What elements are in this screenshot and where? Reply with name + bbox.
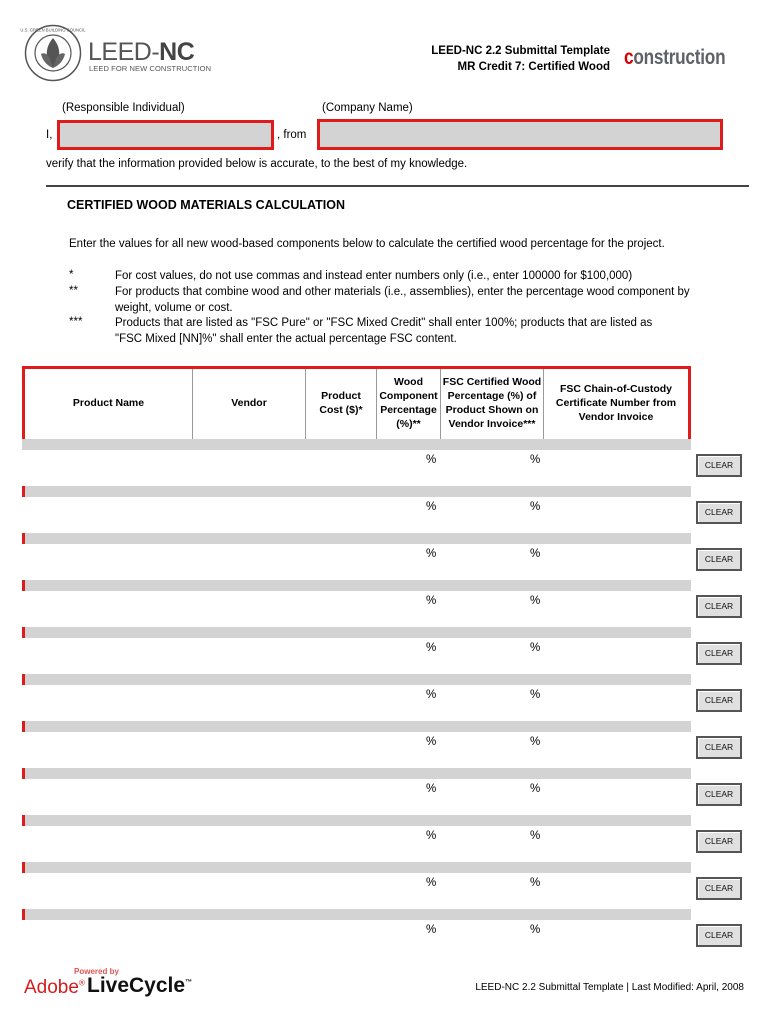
header-product-name: Product Name xyxy=(72,397,145,409)
clear-row-button[interactable]: CLEAR xyxy=(696,454,742,477)
wood-percent-sign: % xyxy=(426,501,437,513)
product-name-cell[interactable] xyxy=(25,826,192,862)
row-marker xyxy=(22,627,25,638)
note-text: Products that are listed as "FSC Pure" or "FSC Mixed Credit" shall enter 100%; products that are listed as "FSC Mixed [NN]%" shall enter the actual percentage FSC content. xyxy=(115,317,653,345)
fsc-percent-sign: % xyxy=(530,783,541,795)
company-name-field[interactable] xyxy=(317,119,723,150)
row-marker xyxy=(22,580,25,591)
row-marker xyxy=(22,486,25,497)
fsc-percentage-cell[interactable] xyxy=(441,544,543,580)
fsc-percent-sign: % xyxy=(530,877,541,889)
responsible-individual-field[interactable] xyxy=(57,120,274,150)
product-cost-cell[interactable] xyxy=(306,450,376,486)
template-title xyxy=(431,43,610,75)
template-title-line2: MR Credit 7: Certified Wood xyxy=(457,61,610,73)
note-mark: * xyxy=(69,269,74,281)
row-marker xyxy=(22,533,25,544)
row-separator-band xyxy=(22,909,691,920)
coc-certificate-cell[interactable] xyxy=(544,732,688,768)
wood-percent-sign: % xyxy=(426,736,437,748)
vendor-cell[interactable] xyxy=(193,873,305,909)
livecycle-logo: LiveCycle™ xyxy=(87,974,193,997)
row-marker xyxy=(22,862,25,873)
wood-percent-sign: % xyxy=(426,595,437,607)
clear-row-button[interactable]: CLEAR xyxy=(696,642,742,665)
row-separator-band xyxy=(22,862,691,873)
fsc-percent-sign: % xyxy=(530,642,541,654)
row-separator-band xyxy=(22,674,691,685)
row-marker xyxy=(22,721,25,732)
product-cost-cell[interactable] xyxy=(306,779,376,815)
wood-percent-sign: % xyxy=(426,548,437,560)
product-cost-cell[interactable] xyxy=(306,638,376,674)
header-product-cost xyxy=(306,369,376,437)
row-separator-band xyxy=(22,486,691,497)
vendor-cell[interactable] xyxy=(193,685,305,721)
category-first-letter: c xyxy=(624,46,634,69)
clear-row-button[interactable]: CLEAR xyxy=(696,924,742,947)
row-separator-band xyxy=(22,580,691,591)
coc-certificate-cell[interactable] xyxy=(544,685,688,721)
coc-certificate-cell[interactable] xyxy=(544,591,688,627)
vendor-cell[interactable] xyxy=(193,826,305,862)
fsc-percent-sign: % xyxy=(530,924,541,936)
category-rest: onstruction xyxy=(633,46,726,69)
note-mark: *** xyxy=(69,316,83,328)
fsc-percentage-cell[interactable] xyxy=(441,873,543,909)
logo-brand: LEED xyxy=(88,38,152,66)
coc-certificate-cell[interactable] xyxy=(544,873,688,909)
product-name-cell[interactable] xyxy=(25,873,192,909)
clear-row-button[interactable]: CLEAR xyxy=(696,501,742,524)
powered-by-label: Powered by xyxy=(74,967,119,976)
fsc-percent-sign: % xyxy=(530,548,541,560)
fsc-percentage-cell[interactable] xyxy=(441,685,543,721)
fsc-percentage-cell[interactable] xyxy=(441,732,543,768)
header-coc-line: FSC Chain-of-Custody xyxy=(560,383,672,395)
coc-certificate-cell[interactable] xyxy=(544,638,688,674)
product-name-cell[interactable] xyxy=(25,544,192,580)
row-separator-band xyxy=(22,768,691,779)
from-label: , from xyxy=(277,129,307,141)
product-name-cell[interactable] xyxy=(25,779,192,815)
clear-row-button[interactable]: CLEAR xyxy=(696,877,742,900)
fsc-percentage-cell[interactable] xyxy=(441,920,543,956)
fsc-percent-sign: % xyxy=(530,830,541,842)
vendor-cell[interactable] xyxy=(193,450,305,486)
product-cost-cell[interactable] xyxy=(306,873,376,909)
clear-row-button[interactable]: CLEAR xyxy=(696,783,742,806)
fsc-percentage-cell[interactable] xyxy=(441,591,543,627)
row-marker xyxy=(22,815,25,826)
section-divider xyxy=(46,185,749,187)
logo-tagline: LEED FOR NEW CONSTRUCTION xyxy=(89,64,212,73)
header-wood-line: Wood xyxy=(394,376,423,388)
product-cost-cell[interactable] xyxy=(306,544,376,580)
product-name-cell[interactable] xyxy=(25,732,192,768)
clear-row-button[interactable]: CLEAR xyxy=(696,830,742,853)
fsc-percent-sign: % xyxy=(530,501,541,513)
header-wood-component xyxy=(377,369,440,437)
section-title: CERTIFIED WOOD MATERIALS CALCULATION xyxy=(67,198,345,212)
header-fsc-percentage xyxy=(441,369,543,437)
leed-logo: LEED-NC xyxy=(88,38,195,66)
header-coc-line: Certificate Number from xyxy=(555,397,677,409)
row-marker xyxy=(22,909,25,920)
fsc-percent-sign: % xyxy=(530,736,541,748)
fsc-percentage-cell[interactable] xyxy=(441,450,543,486)
coc-certificate-cell[interactable] xyxy=(544,779,688,815)
coc-certificate-cell[interactable] xyxy=(544,450,688,486)
header-coc-certificate xyxy=(544,369,688,437)
product-name-cell[interactable] xyxy=(25,638,192,674)
clear-row-button[interactable]: CLEAR xyxy=(696,689,742,712)
note-text: For cost values, do not use commas and instead enter numbers only (i.e., enter 100000 for $100,000) xyxy=(115,270,633,282)
product-name-cell[interactable] xyxy=(25,497,192,533)
livecycle-text: LiveCycle xyxy=(87,974,186,997)
wood-percent-sign: % xyxy=(426,689,437,701)
header-coc-line: Vendor Invoice xyxy=(578,411,654,423)
product-cost-cell[interactable] xyxy=(306,591,376,627)
header-product-cost-line: Product xyxy=(321,390,361,402)
product-name-cell[interactable] xyxy=(25,685,192,721)
coc-certificate-cell[interactable] xyxy=(544,920,688,956)
product-cost-cell[interactable] xyxy=(306,826,376,862)
wood-percent-sign: % xyxy=(426,830,437,842)
footer-note: LEED-NC 2.2 Submittal Template | Last Modified: April, 2008 xyxy=(475,982,744,993)
vendor-cell[interactable] xyxy=(193,779,305,815)
adobe-logo: Adobe® xyxy=(24,977,85,998)
wood-percent-sign: % xyxy=(426,924,437,936)
note-text: For products that combine wood and other materials (i.e., assemblies), enter the percentage wood component by weight, volume or cost. xyxy=(115,286,690,314)
fsc-percent-sign: % xyxy=(530,595,541,607)
header-wood-line: Percentage xyxy=(380,404,437,416)
template-title-line1: LEED-NC 2.2 Submittal Template xyxy=(431,45,610,57)
row-marker xyxy=(22,674,25,685)
fsc-percent-sign: % xyxy=(530,454,541,466)
header-wood-line: (%)** xyxy=(396,418,421,430)
row-separator-band xyxy=(22,627,691,638)
product-name-cell[interactable] xyxy=(25,450,192,486)
vendor-cell[interactable] xyxy=(193,732,305,768)
vendor-cell[interactable] xyxy=(193,591,305,627)
row-separator-band xyxy=(22,533,691,544)
product-cost-cell[interactable] xyxy=(306,497,376,533)
coc-certificate-cell[interactable] xyxy=(544,497,688,533)
clear-row-button[interactable]: CLEAR xyxy=(696,595,742,618)
header-wood-line: Component xyxy=(379,390,438,402)
row-separator-band xyxy=(22,815,691,826)
responsible-individual-label: (Responsible Individual) xyxy=(62,102,185,114)
coc-certificate-cell[interactable] xyxy=(544,826,688,862)
company-name-label: (Company Name) xyxy=(322,102,413,114)
row-marker xyxy=(22,768,25,779)
product-cost-cell[interactable] xyxy=(306,685,376,721)
fsc-percentage-cell[interactable] xyxy=(441,779,543,815)
wood-percent-sign: % xyxy=(426,642,437,654)
clear-row-button[interactable]: CLEAR xyxy=(696,548,742,571)
header-vendor: Vendor xyxy=(231,397,267,409)
product-name-cell[interactable] xyxy=(25,591,192,627)
product-name-cell[interactable] xyxy=(25,920,192,956)
row-separator-band xyxy=(22,721,691,732)
header-fsc-line: Percentage (%) of xyxy=(447,390,537,402)
header-fsc-line: Product Shown on xyxy=(445,404,539,416)
coc-certificate-cell[interactable] xyxy=(544,544,688,580)
product-cost-cell[interactable] xyxy=(306,920,376,956)
note-mark: ** xyxy=(69,285,78,297)
seal-text: U.S. GREEN BUILDING COUNCIL xyxy=(20,27,86,33)
wood-percent-sign: % xyxy=(426,783,437,795)
row-separator-band xyxy=(22,439,691,450)
category-label xyxy=(624,46,725,70)
fsc-percent-sign: % xyxy=(530,689,541,701)
wood-percent-sign: % xyxy=(426,877,437,889)
fsc-percentage-cell[interactable] xyxy=(441,826,543,862)
vendor-cell[interactable] xyxy=(193,638,305,674)
vendor-cell[interactable] xyxy=(193,544,305,580)
adobe-text: Adobe xyxy=(24,977,79,998)
section-intro: Enter the values for all new wood-based components below to calculate the certified wood percentage for the project. xyxy=(69,238,665,250)
declaration-prefix: I, xyxy=(46,129,53,141)
fsc-percentage-cell[interactable] xyxy=(441,638,543,674)
product-cost-cell[interactable] xyxy=(306,732,376,768)
header-product-cost-line: Cost ($)* xyxy=(319,404,363,416)
logo-product: NC xyxy=(159,38,195,66)
fsc-percentage-cell[interactable] xyxy=(441,497,543,533)
verify-statement: verify that the information provided below is accurate, to the best of my knowledge. xyxy=(46,158,468,170)
header-fsc-line: Vendor Invoice*** xyxy=(448,418,536,430)
wood-percent-sign: % xyxy=(426,454,437,466)
header-fsc-line: FSC Certified Wood xyxy=(442,376,542,388)
clear-row-button[interactable]: CLEAR xyxy=(696,736,742,759)
usgbc-seal-icon xyxy=(20,24,86,82)
vendor-cell[interactable] xyxy=(193,497,305,533)
vendor-cell[interactable] xyxy=(193,920,305,956)
